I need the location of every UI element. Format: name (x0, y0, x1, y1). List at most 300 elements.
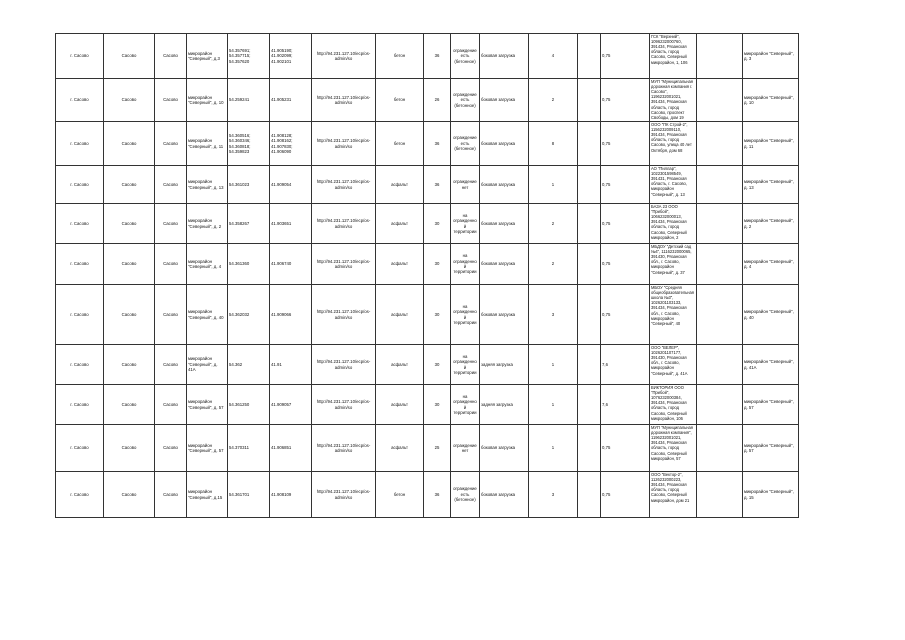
area-cell (424, 385, 451, 425)
address-cell (187, 345, 228, 385)
district-cell (104, 472, 155, 518)
blank-cell (578, 425, 601, 472)
place-cell-text: г. Сасово (70, 140, 89, 146)
surface-cell-text: бетон (393, 140, 406, 146)
longitude-cell (270, 34, 312, 79)
source-cell-text: микрорайон "Северный", д. 10 (744, 94, 794, 105)
load-type-cell (480, 345, 529, 385)
source-cell (743, 385, 799, 425)
surface-cell-text: асфальт (391, 220, 408, 226)
address-cell-text: микрорайон "Северный", д. 57 (188, 442, 224, 453)
place-cell (56, 472, 104, 518)
latitude-cell-text: 54.357691; 54.357715; 54.357620 (229, 47, 251, 64)
load-type-cell-text: задняя загрузка (481, 401, 513, 407)
latitude-cell (228, 34, 270, 79)
surface-cell (376, 34, 424, 79)
source-cell (743, 244, 799, 285)
url-cell-text: http://94.231.127.10/ecp/os-admin/so (316, 218, 371, 229)
source-cell-text: микрорайон "Северный", д. 15 (744, 489, 794, 500)
owner-cell-text: МБОУ "Средняя общеобразовательная школа №3", 1026201103133, 391434, Рязанская обл., г. Сасово, микрорайон "Северный", 40 (651, 285, 695, 326)
url-cell (312, 204, 376, 244)
blank-cell (697, 34, 743, 79)
latitude-cell (228, 345, 270, 385)
source-cell-text: микрорайон "Северный", д. 40 (744, 309, 794, 320)
volume-cell-text: 0,75 (602, 181, 611, 187)
address-cell-text: микрорайон "Северный", д. 57 (188, 399, 224, 410)
longitude-cell (270, 79, 312, 122)
fence-cell-text: ограждение есть (бетонное) (453, 135, 477, 152)
longitude-cell-text: 41.905231 (271, 97, 292, 103)
place-cell-text: г. Сасово (70, 97, 89, 103)
district-cell (104, 34, 155, 79)
longitude-cell-text: 41.909066 (271, 311, 292, 317)
latitude-cell (228, 79, 270, 122)
address-cell (187, 122, 228, 166)
place-cell-text: г. Сасово (70, 261, 89, 267)
address-cell (187, 204, 228, 244)
district-cell-text: Сасово (121, 401, 137, 407)
area-cell (424, 472, 451, 518)
area-cell-text: 30 (434, 311, 440, 317)
volume-cell (601, 244, 650, 285)
address-cell (187, 34, 228, 79)
place-cell-text: г. Сасово (70, 181, 89, 187)
place-cell (56, 204, 104, 244)
locality-cell-text: Сасово (163, 491, 178, 497)
volume-cell (601, 122, 650, 166)
surface-cell-text: бетон (393, 97, 406, 103)
locality-cell-text: Сасово (163, 445, 178, 451)
table-row (56, 244, 799, 285)
district-cell (104, 285, 155, 345)
container-count-cell (529, 472, 578, 518)
blank-cell (578, 244, 601, 285)
url-cell (312, 166, 376, 204)
source-cell-text: микрорайон "Северный", д. 3 (744, 50, 794, 61)
owner-cell (650, 79, 697, 122)
longitude-cell-text: 41.908109 (271, 491, 292, 497)
place-cell (56, 122, 104, 166)
volume-cell-text: 0,75 (602, 97, 611, 103)
container-count-cell (529, 244, 578, 285)
container-count-cell-text: 2 (551, 261, 555, 267)
latitude-cell-text: 54.358267 (229, 220, 250, 226)
source-cell (743, 122, 799, 166)
district-cell-text: Сасово (121, 311, 137, 317)
owner-cell (650, 204, 697, 244)
blank-cell (697, 425, 743, 472)
place-cell-text: г. Сасово (70, 53, 89, 59)
longitude-cell (270, 122, 312, 166)
owner-cell-text: ООО "ВЕЛЕР", 1026201107177, 391430, Рязанская обл., г. Сасово, микрорайон "Северный", д. 41А (651, 345, 688, 376)
fence-cell-text: ограждение есть (бетонное) (453, 91, 477, 108)
locality-cell-text: Сасово (163, 361, 178, 367)
url-cell (312, 79, 376, 122)
district-cell (104, 385, 155, 425)
owner-cell-text: МБДОУ "Детский сад №4", 1116232000065, 391430, Рязанская обл., г. Сасово, микрорайон "Северный", д. 37 (651, 244, 692, 275)
source-cell (743, 345, 799, 385)
source-cell-text: микрорайон "Северный", д. 4 (744, 258, 794, 269)
place-cell (56, 79, 104, 122)
blank-cell (697, 244, 743, 285)
container-count-cell-text: 1 (551, 401, 555, 407)
fence-cell-text: ограждение нет (453, 442, 477, 453)
blank-cell (578, 166, 601, 204)
load-type-cell (480, 285, 529, 345)
container-count-cell (529, 79, 578, 122)
place-cell-text: г. Сасово (70, 361, 89, 367)
owner-cell-text: ООО "Вектор-2", 1126232000223, 391434, Рязанская область, город Сасово, Северный микрорайон, дом 21 (651, 472, 690, 503)
locality-cell-text: Сасово (163, 140, 178, 146)
area-cell (424, 345, 451, 385)
address-cell (187, 166, 228, 204)
source-cell (743, 79, 799, 122)
container-count-cell (529, 385, 578, 425)
owner-cell (650, 385, 697, 425)
surface-cell (376, 204, 424, 244)
source-cell (743, 285, 799, 345)
url-cell-text: http://94.231.127.10/ecp/os-admin/so (316, 359, 371, 370)
longitude-cell (270, 166, 312, 204)
address-cell (187, 385, 228, 425)
load-type-cell-text: боковая загрузка (481, 311, 516, 317)
table-row (56, 472, 799, 518)
table-row (56, 34, 799, 79)
latitude-cell (228, 285, 270, 345)
longitude-cell (270, 204, 312, 244)
district-cell-text: Сасово (121, 261, 137, 267)
url-cell-text: http://94.231.127.10/ecp/os-admin/so (316, 399, 371, 410)
fence-cell (451, 472, 480, 518)
fence-cell-text: на огражденной территории (453, 353, 477, 375)
volume-cell (601, 34, 650, 79)
blank-cell (697, 166, 743, 204)
address-cell (187, 244, 228, 285)
load-type-cell-text: боковая загрузка (481, 491, 516, 497)
source-cell-text: микрорайон "Северный", д. 13 (744, 179, 794, 190)
container-count-cell-text: 2 (551, 220, 555, 226)
district-cell (104, 425, 155, 472)
area-cell (424, 204, 451, 244)
source-cell (743, 425, 799, 472)
owner-cell-text: ООО "ПК Строй-2", 1156232009110, 391434, Рязанская область, город Сасово, улица 40 лет Октября, дом 68 (651, 122, 692, 153)
district-cell (104, 166, 155, 204)
volume-cell-text: 0,75 (602, 311, 611, 317)
source-cell-text: микрорайон "Северный", д. 57 (744, 399, 794, 410)
latitude-cell-text: 54.259241 (229, 97, 250, 103)
url-cell (312, 385, 376, 425)
table-row (56, 285, 799, 345)
blank-cell (578, 204, 601, 244)
latitude-cell (228, 166, 270, 204)
surface-cell-text: бетон (393, 53, 406, 59)
longitude-cell (270, 345, 312, 385)
load-type-cell (480, 472, 529, 518)
place-cell (56, 244, 104, 285)
container-count-cell (529, 204, 578, 244)
volume-cell-text: 0,75 (602, 261, 611, 267)
surface-cell-text: асфальт (391, 261, 408, 267)
place-cell (56, 34, 104, 79)
area-cell (424, 244, 451, 285)
load-type-cell-text: боковая загрузка (481, 220, 516, 226)
source-cell-text: микрорайон "Северный", д. 57 (744, 442, 794, 453)
fence-cell-text: на огражденной территории (453, 303, 477, 325)
district-cell (104, 79, 155, 122)
place-cell (56, 345, 104, 385)
address-cell (187, 79, 228, 122)
source-cell (743, 204, 799, 244)
district-cell-text: Сасово (121, 491, 137, 497)
owner-cell (650, 122, 697, 166)
volume-cell (601, 166, 650, 204)
fence-cell (451, 385, 480, 425)
volume-cell-text: 7,6 (602, 401, 608, 407)
blank-cell (578, 385, 601, 425)
volume-cell (601, 425, 650, 472)
place-cell-text: г. Сасово (70, 311, 89, 317)
surface-cell (376, 79, 424, 122)
source-cell (743, 166, 799, 204)
source-cell (743, 34, 799, 79)
owner-cell (650, 345, 697, 385)
address-cell-text: микрорайон "Северный", д. 2 (188, 218, 222, 229)
container-count-cell-text: 3 (551, 311, 555, 317)
district-cell-text: Сасово (121, 361, 137, 367)
table-row (56, 385, 799, 425)
source-cell-text: микрорайон "Северный", д. 41А (744, 359, 794, 370)
container-count-cell (529, 34, 578, 79)
container-count-cell-text: 2 (551, 97, 555, 103)
place-cell (56, 385, 104, 425)
address-cell (187, 472, 228, 518)
source-cell (743, 472, 799, 518)
owner-cell (650, 425, 697, 472)
fence-cell (451, 166, 480, 204)
fence-cell-text: ограждение нет (453, 179, 477, 190)
fence-cell (451, 34, 480, 79)
load-type-cell-text: боковая загрузка (481, 140, 516, 146)
longitude-cell (270, 244, 312, 285)
url-cell (312, 425, 376, 472)
locality-cell-text: Сасово (163, 261, 178, 267)
district-cell-text: Сасово (121, 97, 137, 103)
latitude-cell (228, 425, 270, 472)
district-cell-text: Сасово (121, 53, 137, 59)
area-cell-text: 30 (434, 261, 440, 267)
district-cell-text: Сасово (121, 220, 137, 226)
locality-cell (155, 345, 187, 385)
load-type-cell (480, 166, 529, 204)
longitude-cell-text: 41.909054 (271, 181, 292, 187)
locality-cell-text: Сасово (163, 401, 178, 407)
blank-cell (578, 34, 601, 79)
owner-cell (650, 472, 697, 518)
area-cell-text: 36 (434, 140, 440, 146)
area-cell (424, 122, 451, 166)
owner-cell-text: МУП "Муниципальная дорожная компания г. Сасово", 1196232001021, 391434, Рязанская область, город Сасово, проспект Свободы, дом 19 (651, 79, 693, 120)
owner-cell (650, 244, 697, 285)
latitude-cell (228, 385, 270, 425)
address-cell (187, 425, 228, 472)
fence-cell-text: ограждение есть (бетонное) (453, 47, 477, 64)
district-cell-text: Сасово (121, 181, 137, 187)
locality-cell (155, 204, 187, 244)
volume-cell (601, 385, 650, 425)
table-row (56, 204, 799, 244)
surface-cell (376, 122, 424, 166)
district-cell-text: Сасово (121, 445, 137, 451)
owner-cell-text: МУП "Муниципальная дорожная компания", 1196232001021, 391434, Рязанская область, город Сасово, Северный микрорайон, 57 (651, 425, 693, 461)
address-cell-text: микрорайон "Северный", д.15 (188, 489, 223, 500)
address-cell-text: микрорайон "Северный", д. 40 (188, 309, 224, 320)
url-cell-text: http://94.231.127.10/ecp/os-admin/so (316, 138, 371, 149)
url-cell (312, 34, 376, 79)
longitude-cell-text: 41.905190; 41.902099; 41.902101 (271, 47, 293, 64)
district-cell (104, 244, 155, 285)
fence-cell (451, 244, 480, 285)
source-cell-text: микрорайон "Северный", д. 2 (744, 218, 794, 229)
surface-cell-text: асфальт (391, 181, 408, 187)
url-cell-text: http://94.231.127.10/ecp/os-admin/so (316, 309, 371, 320)
volume-cell (601, 285, 650, 345)
url-cell (312, 345, 376, 385)
area-cell-text: 30 (434, 361, 440, 367)
latitude-cell (228, 204, 270, 244)
fence-cell-text: на огражденной территории (453, 212, 477, 234)
owner-cell-text: ВИКТОРИЯ ООО "Прибой", 1076232000384, 391434, Рязанская область, город Сасово, Северный микрорайон, 106 (651, 385, 687, 421)
container-count-cell-text: 1 (551, 445, 555, 451)
locality-cell (155, 285, 187, 345)
fence-cell (451, 122, 480, 166)
container-count-cell (529, 345, 578, 385)
district-cell-text: Сасово (121, 140, 137, 146)
blank-cell (578, 122, 601, 166)
area-cell-text: 30 (434, 220, 440, 226)
blank-cell (697, 345, 743, 385)
load-type-cell (480, 425, 529, 472)
locality-cell (155, 34, 187, 79)
blank-cell (697, 385, 743, 425)
volume-cell-text: 0,75 (602, 220, 611, 226)
longitude-cell-text: 41.906740 (271, 261, 292, 267)
latitude-cell-text: 54.362 (229, 361, 243, 367)
table-row (56, 425, 799, 472)
latitude-cell (228, 472, 270, 518)
load-type-cell (480, 385, 529, 425)
surface-cell (376, 244, 424, 285)
blank-cell (697, 285, 743, 345)
area-cell (424, 34, 451, 79)
area-cell-text: 30 (434, 401, 440, 407)
fence-cell-text: на огражденной территории (453, 393, 477, 415)
fence-cell (451, 345, 480, 385)
locality-cell-text: Сасово (163, 220, 178, 226)
load-type-cell-text: задняя загрузка (481, 361, 513, 367)
surface-cell-text: асфальт (391, 401, 408, 407)
longitude-cell-text: 41.91 (271, 361, 282, 367)
blank-cell (578, 79, 601, 122)
url-cell-text: http://94.231.127.10/ecp/os-admin/so (316, 50, 371, 61)
container-count-cell (529, 122, 578, 166)
longitude-cell-text: 41.903651 (271, 220, 292, 226)
fence-cell-text: на огражденной территории (453, 253, 477, 275)
address-cell-text: микрорайон "Северный", д.3 (188, 50, 220, 61)
blank-cell (578, 285, 601, 345)
area-cell (424, 79, 451, 122)
surface-cell-text: асфальт (391, 361, 408, 367)
blank-cell (697, 204, 743, 244)
container-count-cell (529, 285, 578, 345)
url-cell-text: http://94.231.127.10/ecp/os-admin/so (316, 258, 371, 269)
table-row (56, 345, 799, 385)
volume-cell-text: 0,75 (602, 445, 611, 451)
latitude-cell-text: 54.362032 (229, 311, 250, 317)
longitude-cell (270, 425, 312, 472)
load-type-cell-text: боковая загрузка (481, 181, 516, 187)
locality-cell-text: Сасово (163, 53, 178, 59)
owner-cell (650, 285, 697, 345)
latitude-cell-text: 54.360516; 54.360346; 54.360818; 54.359823 (229, 132, 251, 154)
area-cell-text: 36 (434, 53, 440, 59)
district-cell (104, 345, 155, 385)
area-cell-text: 26 (434, 97, 440, 103)
area-cell-text: 25 (434, 445, 440, 451)
locality-cell (155, 244, 187, 285)
load-type-cell (480, 79, 529, 122)
locality-cell (155, 385, 187, 425)
address-cell-text: микрорайон "Северный", д. 10 (188, 94, 224, 105)
blank-cell (578, 345, 601, 385)
volume-cell-text: 7,6 (602, 361, 608, 367)
url-cell (312, 285, 376, 345)
latitude-cell-text: 54.361701 (229, 491, 250, 497)
volume-cell (601, 204, 650, 244)
volume-cell-text: 0,75 (602, 491, 611, 497)
owner-cell (650, 34, 697, 79)
latitude-cell-text: 54.370311 (229, 445, 249, 451)
url-cell (312, 472, 376, 518)
volume-cell (601, 472, 650, 518)
container-count-cell-text: 4 (551, 53, 555, 59)
address-cell (187, 285, 228, 345)
container-count-cell-text: 1 (551, 361, 555, 367)
district-cell (104, 204, 155, 244)
place-cell (56, 166, 104, 204)
table-row (56, 79, 799, 122)
owner-cell-text: АО "Пиллар", 1022301598549, 391431, Рязанская область, г. Сасово, микрорайон "Северный", д. 13 (651, 166, 687, 197)
longitude-cell (270, 472, 312, 518)
load-type-cell-text: боковая загрузка (481, 53, 516, 59)
surface-cell (376, 472, 424, 518)
load-type-cell (480, 34, 529, 79)
place-cell-text: г. Сасово (70, 491, 89, 497)
latitude-cell-text: 54.361023 (229, 181, 250, 187)
fence-cell (451, 425, 480, 472)
locality-cell (155, 79, 187, 122)
owner-cell-text: ГСК "Верхний", 1096232000760, 391434, Рязанская область, город Сасово, Северный микрорайон, 1, 106 (651, 34, 688, 65)
surface-cell-text: бетон (393, 491, 406, 497)
url-cell-text: http://94.231.127.10/ecp/os-admin/so (316, 179, 371, 190)
volume-cell (601, 345, 650, 385)
locality-cell (155, 122, 187, 166)
address-cell-text: микрорайон "Северный", д. 11 (188, 138, 224, 149)
container-count-cell-text: 3 (551, 491, 555, 497)
longitude-cell (270, 385, 312, 425)
fence-cell-text: ограждение есть (бетонное) (453, 486, 477, 503)
container-count-cell (529, 425, 578, 472)
longitude-cell-text: 41.909057 (271, 401, 292, 407)
